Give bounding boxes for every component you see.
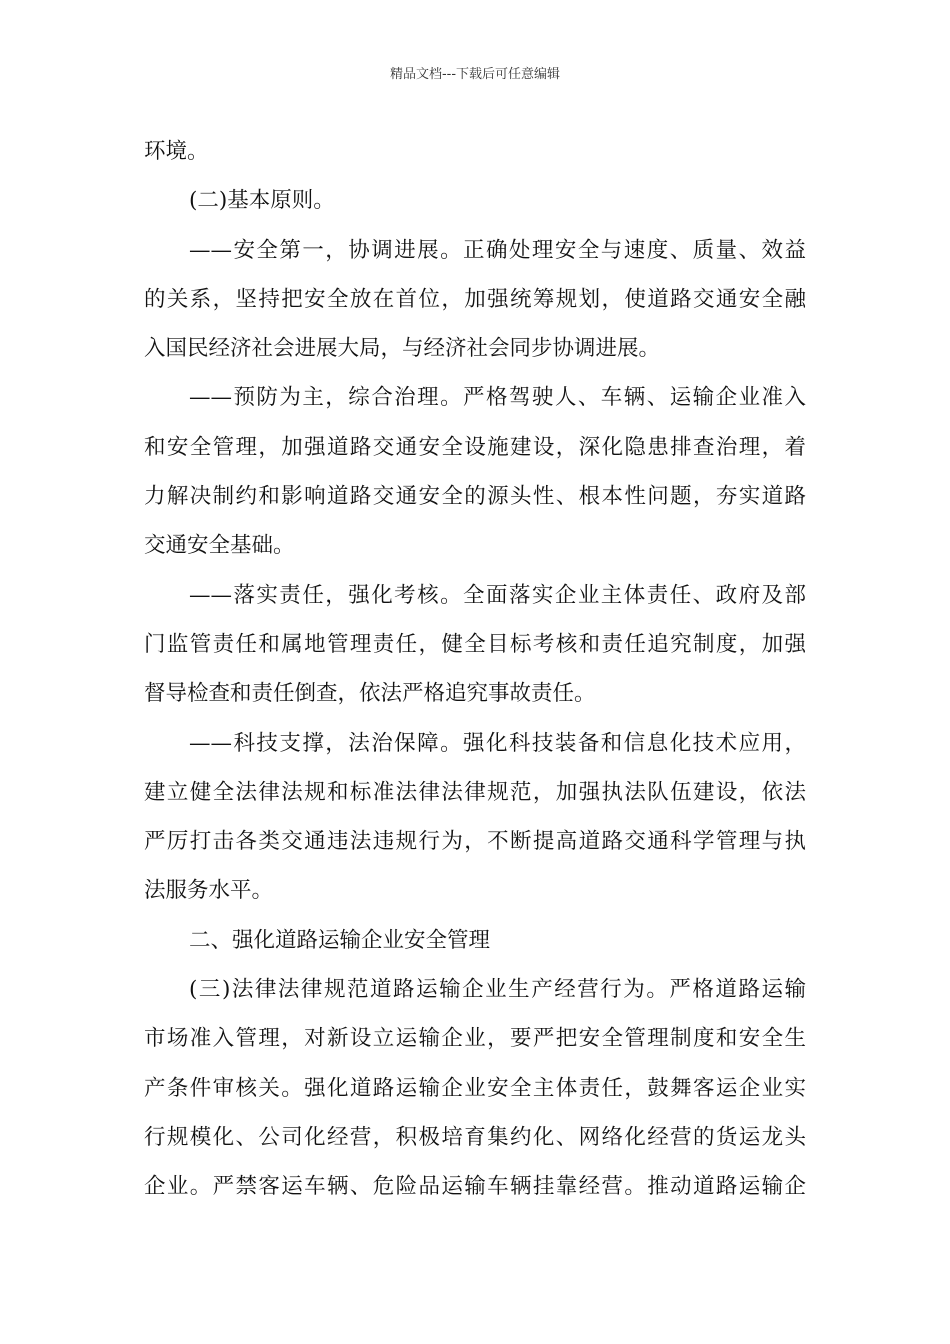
- paragraph-line: 产条件审核关。强化道路运输企业安全主体责任，鼓舞客运企业实: [144, 1075, 806, 1101]
- paragraph: [144, 571, 806, 719]
- paragraph-line: 法服务水平。: [144, 878, 274, 904]
- paragraph-line: 建立健全法律法规和标准法律法律规范，加强执法队伍建设，依法: [144, 779, 806, 805]
- paragraph-line: ——安全第一，协调进展。正确处理安全与速度、质量、效益: [189, 237, 806, 263]
- paragraph-line: 和安全管理，加强道路交通安全设施建设，深化隐患排查治理，着: [144, 434, 806, 460]
- paragraph-line: ——预防为主，综合治理。严格驾驶人、车辆、运输企业准入: [189, 385, 806, 411]
- page-header: 精品文档---下载后可任意编辑: [389, 67, 561, 82]
- paragraph-line: 督导检查和责任倒查，依法严格追究事故责任。: [144, 681, 596, 707]
- paragraph-line: (三)法律法律规范道路运输企业生产经营行为。严格道路运输: [189, 977, 806, 1003]
- paragraph-line: 严厉打击各类交通违法违规行为，不断提高道路交通科学管理与执: [144, 829, 806, 855]
- paragraph: [144, 916, 806, 965]
- paragraph-line: 行规模化、公司化经营，积极培育集约化、网络化经营的货运龙头: [144, 1124, 806, 1150]
- paragraph: [144, 226, 806, 374]
- paragraph-line: 的关系，坚持把安全放在首位，加强统筹规划，使道路交通安全融: [144, 286, 806, 312]
- paragraph: [144, 127, 806, 176]
- paragraph: [144, 176, 806, 225]
- paragraph-line: 门监管责任和属地管理责任，健全目标考核和责任追究制度，加强: [144, 631, 806, 657]
- paragraph-line: ——科技支撑，法治保障。强化科技装备和信息化技术应用，: [189, 730, 806, 756]
- paragraph-line: 市场准入管理，对新设立运输企业，要严把安全管理制度和安全生: [144, 1026, 806, 1052]
- paragraph-line: (二)基本原则。: [189, 188, 335, 214]
- paragraph-line: 力解决制约和影响道路交通安全的源头性、根本性问题，夯实道路: [144, 484, 806, 510]
- paragraph-line: 环境。: [144, 139, 209, 164]
- paragraph-line: 交通安全基础。: [144, 533, 295, 559]
- paragraph-line: 二、强化道路运输企业安全管理: [189, 927, 491, 953]
- paragraph-line: 企业。严禁客运车辆、危险品运输车辆挂靠经营。推动道路运输企: [144, 1174, 806, 1200]
- paragraph-line: ——落实责任，强化考核。全面落实企业主体责任、政府及部: [189, 582, 806, 608]
- paragraph: [144, 373, 806, 570]
- document-body: [144, 127, 806, 1212]
- paragraph: [144, 719, 806, 916]
- paragraph-line: 入国民经济社会进展大局，与经济社会同步协调进展。: [144, 336, 661, 362]
- paragraph: [144, 965, 806, 1211]
